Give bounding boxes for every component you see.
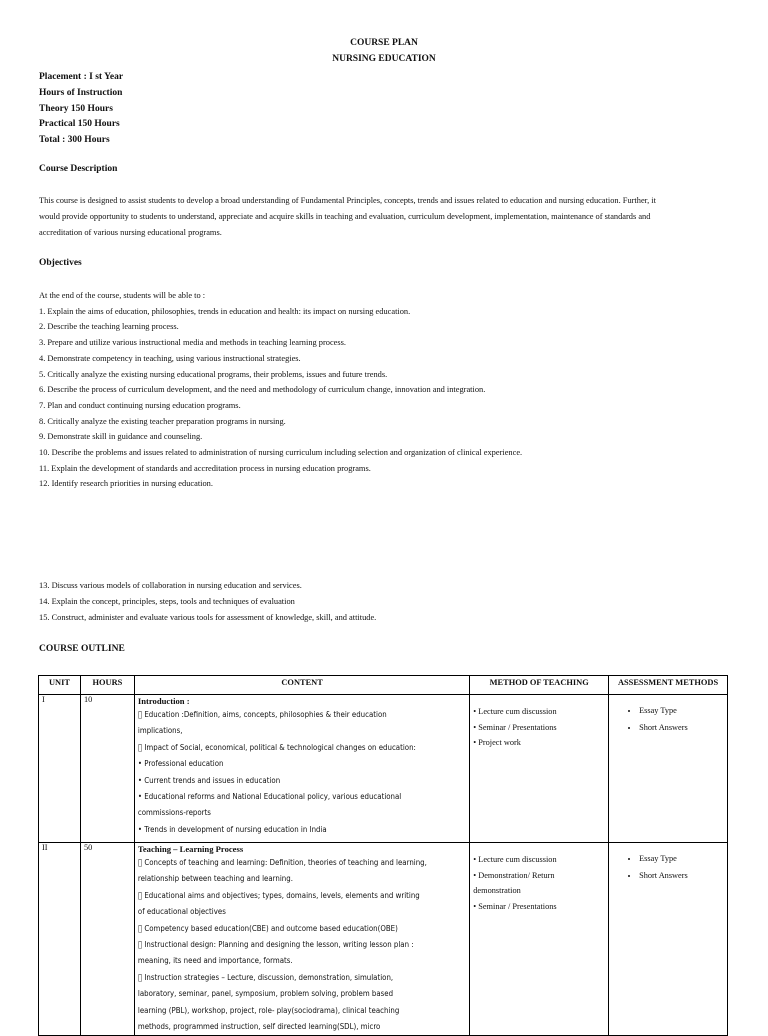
method-item: • Lecture cum discussion (473, 707, 557, 716)
objectives-list-continued (39, 578, 739, 626)
objective-item: 15. Construct, administer and evaluate various tools for assessment of knowledge, skill, and attitude. (39, 613, 377, 622)
objective-item: 11. Explain the development of standards and accreditation process in nursing education programs. (39, 463, 371, 473)
content-line: implications, (137, 726, 183, 736)
assessment-item: • Short Answers (639, 720, 724, 737)
content-line: Educational aims and objectives; types, domains, levels, elements and writing (137, 890, 414, 900)
method-item: • Project work (473, 738, 521, 747)
content-line: methods, programmed instruction, self directed learning(SDL), micro (137, 1022, 381, 1032)
objective-item: 9. Demonstrate skill in guidance and counseling. (39, 432, 203, 442)
objective-item: 4. Demonstrate competency in teaching, using various instructional strategies. (39, 353, 301, 363)
objective-item: 8. Critically analyze the existing teacher preparation programs in nursing. (39, 416, 286, 426)
content-line: laboratory, seminar, panel, symposium, problem solving, problem based (137, 989, 394, 999)
meta-theory: Theory 150 Hours (39, 103, 113, 114)
unit-title: Teaching – Learning Process (137, 844, 244, 854)
content-line: Education :Definition, aims, concepts, philosophies & their education (137, 710, 381, 719)
column-header-unit: UNIT (39, 676, 81, 695)
objective-item: 7. Plan and conduct continuing nursing education programs. (39, 400, 241, 410)
objective-item: 13. Discuss various models of collaboration in nursing education and services. (39, 581, 302, 590)
objective-item: 6. Describe the process of curriculum development, and the need and methodology of curriculum change, innovation and integration. (39, 385, 486, 395)
objectives-intro: At the end of the course, students will be able to : (39, 291, 206, 300)
table-row (39, 695, 728, 843)
content-line: Instruction strategies – Lecture, discussion, demonstration, simulation, (137, 972, 387, 982)
content-line: • Current trends and issues in education (137, 775, 281, 785)
content-line: Competency based education(CBE) and outcome based education(OBE) (137, 923, 392, 933)
unit-cell: I (39, 695, 81, 843)
objective-item: 5. Critically analyze the existing nursing educational programs, their problems, issues and future trends. (39, 369, 388, 379)
objective-item: 12. Identify research priorities in nursing education. (39, 479, 213, 489)
method-cell (470, 843, 609, 1036)
content-line: Instructional design: Planning and designing the lesson, writing lesson plan : (137, 940, 408, 950)
assessment-list (612, 703, 724, 736)
method-item: demonstration (473, 886, 521, 895)
assessment-cell (609, 695, 728, 843)
assessment-cell (609, 843, 728, 1036)
assessment-item: • Short Answers (639, 868, 724, 885)
meta-block (39, 70, 123, 149)
objective-item: 10. Describe the problems and issues related to administration of nursing curriculum including selection and organization of clinical experience. (39, 448, 523, 458)
table-row (39, 843, 728, 1036)
column-header-hours: HOURS (80, 676, 134, 695)
content-line: • Trends in development of nursing education in India (137, 824, 327, 834)
unit-title: Introduction : (137, 696, 190, 706)
objective-item: 14. Explain the concept, principles, steps, tools and techniques of evaluation (39, 597, 295, 606)
method-item: • Seminar / Presentations (473, 722, 557, 732)
description-heading: Course Description (39, 164, 118, 174)
course-outline-table (38, 675, 728, 1036)
description-line: This course is designed to assist students to develop a broad understanding of Fundamental Principles, concepts, trends and issues related to education and nursing education. Further, it (39, 196, 656, 205)
column-header-method: METHOD OF TEACHING (470, 676, 609, 695)
method-item: • Lecture cum discussion (473, 855, 557, 864)
description-line: would provide opportunity to students to understand, appreciate and acquire skills in teaching and evaluation, curriculum development, implementation, maintenance of standards and (39, 212, 651, 221)
assessment-item: • Essay Type (639, 703, 724, 720)
method-item: • Demonstration/ Return (473, 870, 555, 880)
objectives-heading: Objectives (39, 258, 82, 268)
course-subtitle: NURSING EDUCATION (332, 54, 436, 64)
hours-cell: 50 (80, 843, 134, 1036)
unit-cell: II (39, 843, 81, 1036)
meta-practical: Practical 150 Hours (39, 119, 120, 130)
description-line: accreditation of various nursing educational programs. (39, 228, 222, 237)
course-title: COURSE PLAN (350, 38, 418, 48)
content-line: Concepts of teaching and learning: Definition, theories of teaching and learning, (137, 858, 421, 867)
content-line: relationship between teaching and learning. (137, 874, 293, 884)
content-line: • Professional education (137, 759, 224, 769)
content-line: meaning, its need and importance, formats. (137, 956, 293, 966)
assessment-item: • Essay Type (639, 851, 724, 868)
column-header-assessment: ASSESSMENT METHODS (609, 676, 728, 695)
content-line: commissions-reports (137, 808, 211, 818)
column-header-content: CONTENT (134, 676, 469, 695)
hours-cell: 10 (80, 695, 134, 843)
objectives-list (39, 288, 739, 492)
meta-total: Total : 300 Hours (39, 135, 110, 146)
content-line: Impact of Social, economical, political & technological changes on education: (137, 742, 410, 752)
objective-item: 3. Prepare and utilize various instructional media and methods in teaching learning process. (39, 338, 346, 348)
meta-placement: Placement : I st Year (39, 72, 124, 82)
table-header-row (39, 676, 728, 695)
objective-item: 1. Explain the aims of education, philosophies, trends in education and health: its impact on nursing education. (39, 306, 411, 316)
assessment-list (612, 851, 724, 884)
method-item: • Seminar / Presentations (473, 901, 557, 911)
content-cell (134, 843, 469, 1036)
description-paragraph (39, 193, 739, 241)
objective-item: 2. Describe the teaching learning process. (39, 322, 179, 332)
method-cell (470, 695, 609, 843)
meta-hours: Hours of Instruction (39, 87, 123, 98)
outline-heading: COURSE OUTLINE (39, 644, 125, 654)
content-line: learning (PBL), workshop, project, role- play(sociodrama), clinical teaching (137, 1005, 400, 1015)
content-line: • Educational reforms and National Educational policy, various educational (137, 792, 402, 802)
content-line: of educational objectives (137, 907, 226, 917)
content-cell (134, 695, 469, 843)
